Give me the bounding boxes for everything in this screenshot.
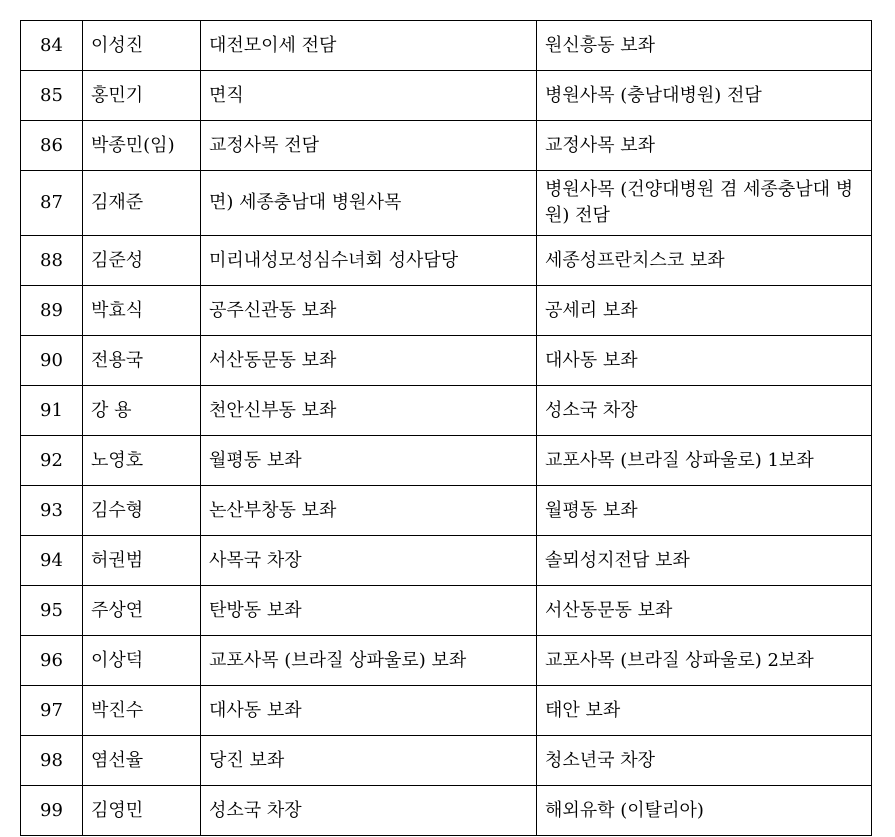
- new-assignment: 솔뫼성지전담 보좌: [537, 536, 872, 586]
- previous-assignment: 미리내성모성심수녀회 성사담당: [201, 236, 537, 286]
- assignment-table: [20, 20, 872, 836]
- previous-assignment: 사목국 차장: [201, 536, 537, 586]
- table-row: [21, 21, 872, 71]
- previous-assignment: 면직: [201, 71, 537, 121]
- previous-assignment: 논산부창동 보좌: [201, 486, 537, 536]
- table-row: [21, 586, 872, 636]
- previous-assignment: 교포사목 (브라질 상파울로) 보좌: [201, 636, 537, 686]
- new-assignment: 청소년국 차장: [537, 736, 872, 786]
- row-number: 91: [21, 386, 83, 436]
- previous-assignment: 성소국 차장: [201, 786, 537, 836]
- new-assignment: 교포사목 (브라질 상파울로) 2보좌: [537, 636, 872, 686]
- previous-assignment: 대전모이세 전담: [201, 21, 537, 71]
- new-assignment: 공세리 보좌: [537, 286, 872, 336]
- table-row: [21, 786, 872, 836]
- new-assignment: 해외유학 (이탈리아): [537, 786, 872, 836]
- row-number: 97: [21, 686, 83, 736]
- priest-name: 노영호: [83, 436, 201, 486]
- row-number: 88: [21, 236, 83, 286]
- priest-name: 이성진: [83, 21, 201, 71]
- new-assignment: 원신흥동 보좌: [537, 21, 872, 71]
- row-number: 90: [21, 336, 83, 386]
- row-number: 99: [21, 786, 83, 836]
- priest-name: 박효식: [83, 286, 201, 336]
- previous-assignment: 천안신부동 보좌: [201, 386, 537, 436]
- priest-name: 김영민: [83, 786, 201, 836]
- priest-name: 김준성: [83, 236, 201, 286]
- table-row: [21, 171, 872, 236]
- table-row: [21, 71, 872, 121]
- priest-name: 주상연: [83, 586, 201, 636]
- table-row: [21, 336, 872, 386]
- priest-name: 김수형: [83, 486, 201, 536]
- table-row: [21, 736, 872, 786]
- new-assignment: 세종성프란치스코 보좌: [537, 236, 872, 286]
- row-number: 98: [21, 736, 83, 786]
- new-assignment: 서산동문동 보좌: [537, 586, 872, 636]
- previous-assignment: 월평동 보좌: [201, 436, 537, 486]
- table-row: [21, 636, 872, 686]
- previous-assignment: 대사동 보좌: [201, 686, 537, 736]
- table-row: [21, 236, 872, 286]
- new-assignment: 성소국 차장: [537, 386, 872, 436]
- table-row: [21, 121, 872, 171]
- previous-assignment: 서산동문동 보좌: [201, 336, 537, 386]
- priest-name: 염선율: [83, 736, 201, 786]
- new-assignment: 교포사목 (브라질 상파울로) 1보좌: [537, 436, 872, 486]
- row-number: 92: [21, 436, 83, 486]
- row-number: 94: [21, 536, 83, 586]
- table-row: [21, 536, 872, 586]
- priest-name: 전용국: [83, 336, 201, 386]
- previous-assignment: 당진 보좌: [201, 736, 537, 786]
- previous-assignment: 탄방동 보좌: [201, 586, 537, 636]
- row-number: 89: [21, 286, 83, 336]
- previous-assignment: 교정사목 전담: [201, 121, 537, 171]
- table-row: [21, 286, 872, 336]
- previous-assignment: 면) 세종충남대 병원사목: [201, 171, 537, 236]
- row-number: 85: [21, 71, 83, 121]
- priest-name: 이상덕: [83, 636, 201, 686]
- row-number: 93: [21, 486, 83, 536]
- table-row: [21, 686, 872, 736]
- row-number: 87: [21, 171, 83, 236]
- priest-name: 홍민기: [83, 71, 201, 121]
- table-row: [21, 386, 872, 436]
- row-number: 86: [21, 121, 83, 171]
- priest-name: 김재준: [83, 171, 201, 236]
- priest-name: 강 용: [83, 386, 201, 436]
- priest-name: 허권범: [83, 536, 201, 586]
- new-assignment: 대사동 보좌: [537, 336, 872, 386]
- row-number: 95: [21, 586, 83, 636]
- new-assignment: 월평동 보좌: [537, 486, 872, 536]
- row-number: 96: [21, 636, 83, 686]
- row-number: 84: [21, 21, 83, 71]
- new-assignment: 태안 보좌: [537, 686, 872, 736]
- new-assignment: 병원사목 (건양대병원 겸 세종충남대 병원) 전담: [537, 171, 872, 236]
- previous-assignment: 공주신관동 보좌: [201, 286, 537, 336]
- table-row: [21, 436, 872, 486]
- priest-name: 박종민(임): [83, 121, 201, 171]
- new-assignment: 교정사목 보좌: [537, 121, 872, 171]
- priest-name: 박진수: [83, 686, 201, 736]
- new-assignment: 병원사목 (충남대병원) 전담: [537, 71, 872, 121]
- table-row: [21, 486, 872, 536]
- assignment-table-body: [21, 21, 872, 836]
